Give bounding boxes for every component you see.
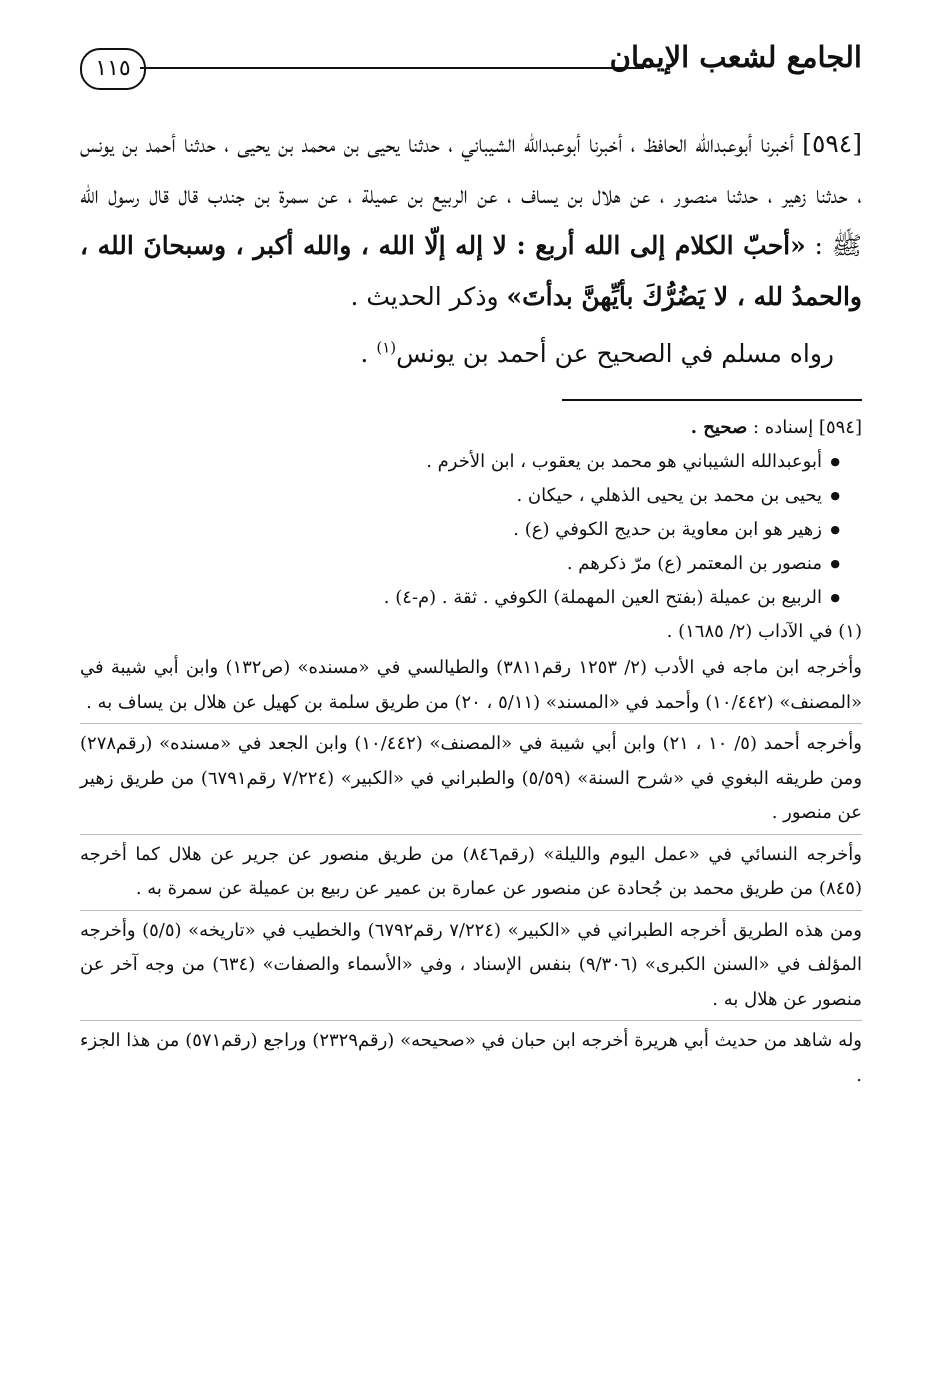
- hadith-end: وذكر الحديث .: [350, 282, 507, 311]
- book-page: [80, 40, 862, 1093]
- header-rule: [140, 67, 644, 69]
- isnad-heading: [80, 411, 862, 445]
- page-number: ١١٥: [80, 48, 146, 90]
- isnad-notes: [80, 411, 862, 649]
- reference-paragraph: وأخرجه النسائي في «عمل اليوم والليلة» (رقم٨٤٦) من طريق منصور عن جرير عن هلال كما أخرجه (٨٤٥) من طريق محمد بن جُحادة عن منصور عن عمارة بن عمير عن ربيع بن عميلة عن سمرة به .: [80, 834, 862, 907]
- list-item: ● أبوعبدالله الشيباني هو محمد بن يعقوب ، ابن الأخرم .: [80, 445, 840, 479]
- list-item: ● منصور بن المعتمر (ع) مرّ ذكرهم .: [80, 547, 840, 581]
- riwaya-line: [80, 328, 862, 379]
- footnote-1: (١) في الآداب (٢/ ١٦٨٥) .: [666, 621, 862, 642]
- riwaya-text: رواه مسلم في الصحيح عن أحمد بن يونس: [396, 339, 834, 368]
- isnad-label: [٥٩٤] إسناده :: [747, 417, 862, 438]
- narrator-list: [80, 445, 862, 615]
- hadith-isnad: [٥٩٤] أخبرنا أبوعبدالله الحافظ ، أخبرنا أبوعبدالله الشيباني ، حدثنا يحيى بن محمد بن يحيى ، حدثنا أحمد بن يونس ، حدثنا زهير ، حدثنا منصور ، عن هلال بن يساف ، عن الربيع بن عميلة ، عن سمرة بن جندب قال قال رسول الله ﷺ :: [80, 129, 862, 260]
- list-item: ● يحيى بن محمد بن يحيى الذهلي ، حيكان .: [80, 479, 840, 513]
- hadith-paragraph: [80, 118, 862, 322]
- reference-paragraph: وأخرجه أحمد (٥/ ١٠ ، ٢١) وابن أبي شيبة في «المصنف» (١٠/٤٤٢) وابن الجعد في «مسنده» (رقم٢٧٨) ومن طريقه البغوي في «شرح السنة» (٥/٥٩) والطبراني في «الكبير» (٧/٢٢٤ رقم٦٧٩١) من طريق زهير عن منصور .: [80, 723, 862, 831]
- isnad-grade: صحيح .: [690, 417, 748, 438]
- running-header: [80, 40, 862, 96]
- list-item: ● الربيع بن عميلة (بفتح العين المهملة) الكوفي . ثقة . (م-٤) .: [80, 581, 840, 615]
- reference-paragraph: ومن هذه الطريق أخرجه الطبراني في «الكبير» (٧/٢٢٤ رقم٦٧٩٢) والخطيب في «تاريخه» (٥/٥) وأخرجه المؤلف في «السنن الكبرى» (٩/٣٠٦) بنفس الإسناد ، وفي «الأسماء والصفات» (٦٣٤) من وجه آخر عن منصور عن هلال به .: [80, 910, 862, 1018]
- reference-paragraph: وله شاهد من حديث أبي هريرة أخرجه ابن حبان في «صحيحه» (رقم٢٣٢٩) وراجع (رقم٥٧١) من هذا الجزء .: [80, 1020, 862, 1093]
- main-text: [80, 118, 862, 379]
- riwaya-end: .: [360, 339, 377, 368]
- footnote-marker: (١): [376, 338, 397, 357]
- footnote-separator: [562, 399, 862, 401]
- list-item: ● زهير هو ابن معاوية بن حديج الكوفي (ع) .: [80, 513, 840, 547]
- book-title: الجامع لشعب الإيمان: [609, 40, 862, 74]
- hadith-matn: «أحبّ الكلام إلى الله أربع : لا إله إلّا الله ، والله أكبر ، وسبحانَ الله ، والحمدُ لله ، لا يَضُرُّكَ بأيِّهنَّ بدأتَ»: [80, 231, 862, 311]
- takhrij-references: [80, 651, 862, 1093]
- reference-paragraph: وأخرجه ابن ماجه في الأدب (٢/ ١٢٥٣ رقم٣٨١١) والطيالسي في «مسنده» (ص١٣٢) وابن أبي شيبة في «المصنف» (١٠/٤٤٢) وأحمد في «المسند» (٥/١١ ، ٢٠) من طريق سلمة بن كهيل عن هلال بن يساف به .: [80, 657, 862, 713]
